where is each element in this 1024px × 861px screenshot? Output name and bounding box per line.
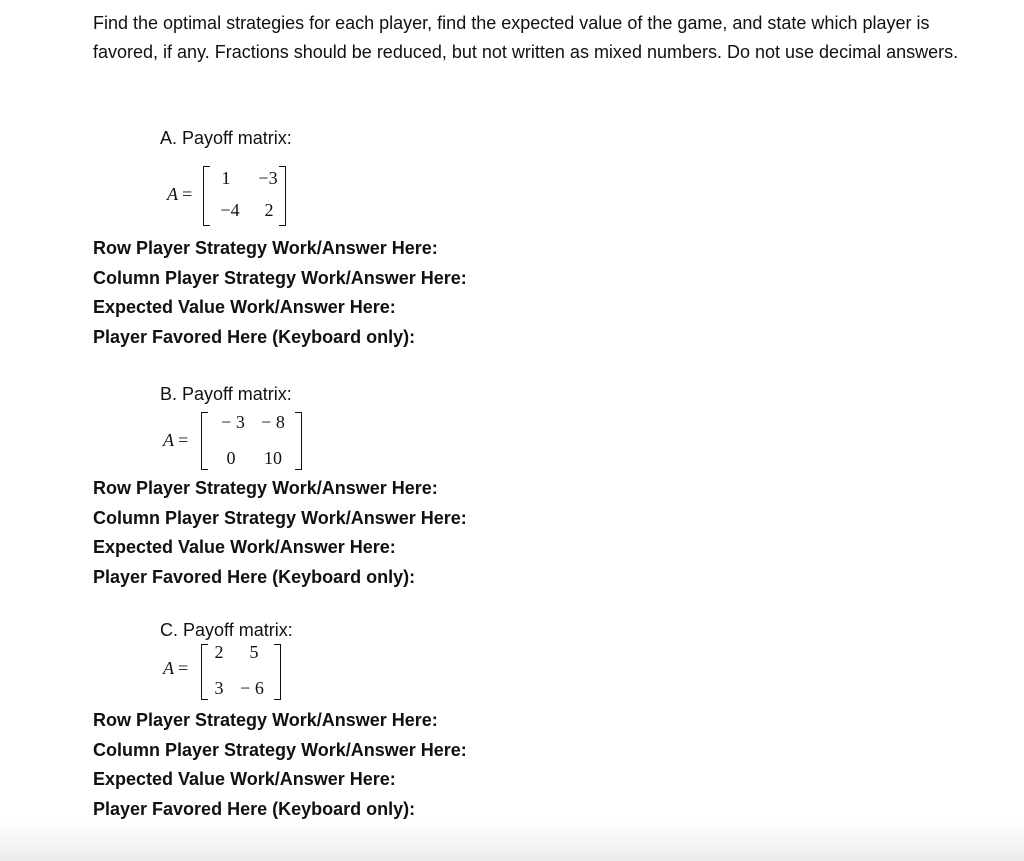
- row-player-strategy-prompt: Row Player Strategy Work/Answer Here:: [93, 238, 438, 258]
- problem-c-matrix: [163, 640, 303, 704]
- player-favored-prompt: Player Favored Here (Keyboard only):: [93, 798, 416, 819]
- page-bottom-shadow: [0, 821, 1024, 861]
- right-bracket: [295, 412, 302, 470]
- matrix-cell: 0: [226, 448, 236, 468]
- expected-value-prompt: Expected Value Work/Answer Here:: [93, 537, 396, 557]
- matrix-cell: 3: [214, 678, 224, 698]
- matrix-cell: 10: [264, 448, 282, 468]
- right-bracket: [279, 166, 286, 226]
- left-bracket: [203, 166, 210, 226]
- column-player-strategy-prompt: Column Player Strategy Work/Answer Here:: [93, 507, 467, 528]
- instructions-text: Find the optimal strategies for each player, find the expected value of the game, and state which player is favored, if any. Fractions should be reduced, but not written as mixed numbers. Do not use decimal answers.: [93, 13, 959, 62]
- problem-a-answers: [93, 234, 467, 352]
- problem-b-title: B. Payoff matrix:: [160, 384, 292, 404]
- matrix-label: A =: [163, 658, 189, 678]
- matrix-label: A =: [163, 430, 189, 450]
- matrix-cell: −3: [258, 168, 278, 188]
- matrix-cell: − 3: [221, 412, 245, 432]
- matrix-label: A =: [167, 184, 193, 204]
- row-player-strategy-prompt: Row Player Strategy Work/Answer Here:: [93, 710, 438, 730]
- column-player-strategy-prompt: Column Player Strategy Work/Answer Here:: [93, 267, 467, 288]
- problem-b-matrix: [163, 410, 323, 476]
- matrix-cell: −4: [220, 200, 240, 220]
- matrix-cell: − 6: [240, 678, 264, 698]
- player-favored-prompt: Player Favored Here (Keyboard only):: [93, 566, 416, 587]
- matrix-cell: 1: [221, 168, 231, 188]
- matrix-cell: − 8: [261, 412, 285, 432]
- problem-b-answers: [93, 474, 467, 592]
- column-player-strategy-prompt: Column Player Strategy Work/Answer Here:: [93, 739, 467, 760]
- matrix-cell: 5: [249, 642, 259, 662]
- right-bracket: [274, 644, 281, 700]
- problem-a-title: A. Payoff matrix:: [160, 128, 292, 148]
- player-favored-prompt: Player Favored Here (Keyboard only):: [93, 326, 416, 347]
- left-bracket: [201, 412, 208, 470]
- expected-value-prompt: Expected Value Work/Answer Here:: [93, 769, 396, 789]
- problem-c-answers: [93, 706, 467, 824]
- problem-a-matrix: [167, 160, 307, 230]
- expected-value-prompt: Expected Value Work/Answer Here:: [93, 297, 396, 317]
- problem-c-title: C. Payoff matrix:: [160, 620, 293, 640]
- matrix-cell: 2: [264, 200, 274, 220]
- matrix-cell: 2: [214, 642, 224, 662]
- row-player-strategy-prompt: Row Player Strategy Work/Answer Here:: [93, 478, 438, 498]
